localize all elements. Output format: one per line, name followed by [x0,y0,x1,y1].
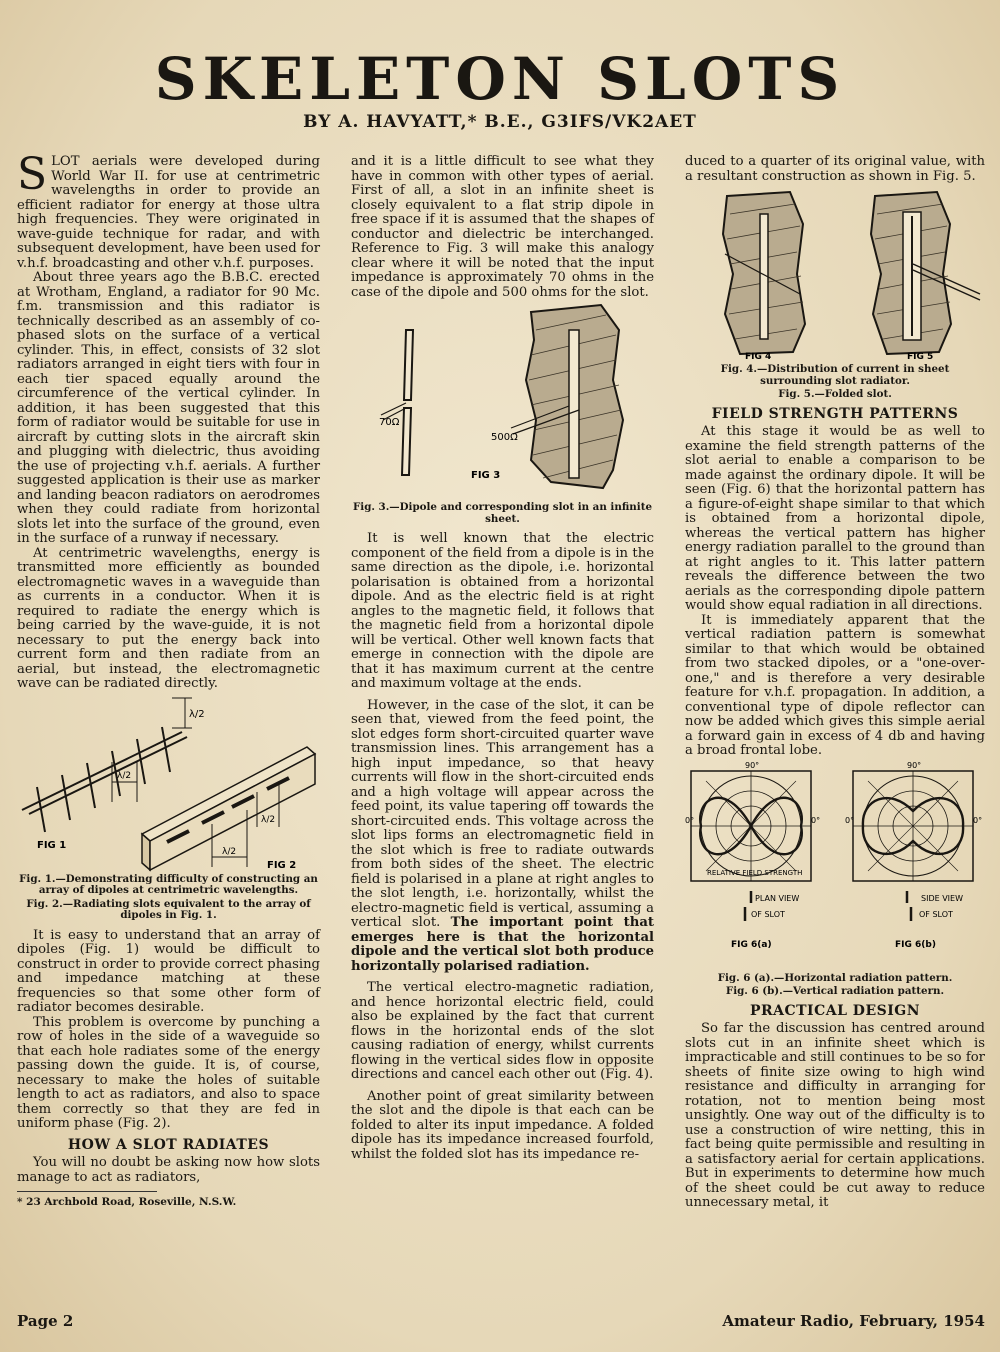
figure-caption: Fig. 6 (a).—Horizontal radiation pattern. [717,971,953,984]
article-title: SKELETON SLOTS [154,45,846,113]
column-3 [685,155,985,1211]
paragraph: It is immediately apparent that the vertical radiation pattern is somewhat similar to that which would be obtained from two stacked dipoles, or a "one-over-one," and is therefore a very desirable feature for v.h.f. propagation. In addition, a conventional type of dipole reflector can now be added which gives this simple aerial a forward gain in excess of 4 db and having a broad frontal lobe. [685,612,985,758]
figure-4-5 [685,184,985,362]
svg-text:PLAN VIEW: PLAN VIEW [755,893,800,903]
figure-1-2 [17,692,320,872]
paragraph: The vertical electro-magnetic radiation, and hence horizontal electric field, could also be explained by the fact that current flows in the horizontal ends of the slot causing radiation of energy, whilst currents flowing in the vertical sides flow in opposite directions and cancel each other out (Fig. 4). [351,980,654,1082]
column-2 [351,155,654,1162]
section-heading: PRACTICAL DESIGN [749,1002,921,1019]
svg-text:90°: 90° [745,760,760,770]
paragraph: Another point of great similarity between the slot and the dipole is that each can be folded to alter its input impedance. A folded dipole has its impedance increased fourfold, whilst the folded slot has its impedance re- [351,1088,654,1162]
svg-text:500Ω: 500Ω [491,432,518,443]
svg-text:λ/2: λ/2 [117,770,132,781]
column-1 [17,149,321,1210]
paragraph: duced to a quarter of its original value, with a resultant construction as shown in Fig. 5. [685,154,985,184]
paragraph: You will no doubt be asking now how slots manage to act as radiators, [17,1155,320,1185]
svg-text:FIG 2: FIG 2 [267,859,297,871]
svg-text:SIDE VIEW: SIDE VIEW [921,893,963,903]
svg-text:λ/2: λ/2 [189,708,205,720]
svg-text:OF SLOT: OF SLOT [919,909,953,919]
figure-caption: Fig. 3.—Dipole and corresponding slot in an infinite sheet. [352,501,653,525]
paragraph: It is well known that the electric component of the field from a dipole is in the same direction as the dipole, i.e. horizontal polarisation is obtained from a horizontal dipole. And as the electric field is at right angles to the magnetic field, it follows that the magnetic field from a horizontal dipole will be vertical. Other well known facts that emerge in connection with the dipole are that it has maximum current at the centre and maximum voltage at the ends. [351,531,654,691]
svg-text:FIG 6(a): FIG 6(a) [731,939,772,950]
svg-text:0°: 0° [845,815,855,825]
paragraph: This problem is overcome by punching a row of holes in the side of a waveguide so that each hole radiates some of the energy passing down the guide. It is, of course, necessary to make the holes of suitable length to act as radiators, and also to space them correctly so that they are fed in uniform phase (Fig. 2). [17,1014,320,1131]
section-heading: FIELD STRENGTH PATTERNS [711,405,959,422]
paragraph: About three years ago the B.B.C. erected at Wrotham, England, a radiator for 90 Mc. f.m. transmission and this radiator is technically described as an assembly of co-phased slots on the surface of a vertical cylinder. This, in effect, consists of 32 slot radiators arranged in eight tiers with four in each tier spaced equally around the circumference of the vertical cylinder. In addition, it has been suggested that this form of radiator would be suitable for use in aircraft by cutting slots in the aircraft skin and plugging with dielectric, thus avoiding the use of projecting v.h.f. aerials. A further suggested application is their use as marker and landing beacon radiators on aerodromes when they could radiate from horizontal slots let into the surface of the ground, even in the surface of a runway if necessary. [17,270,320,546]
svg-text:0°: 0° [973,815,983,825]
svg-text:λ/2: λ/2 [222,846,237,857]
paragraph: At centrimetric wavelengths, energy is transmitted more efficiently as bounded electromagnetic waves in a waveguide than as currents in a conductor. When it is required to radiate the energy which is being carried by the wave-guide, it is not necessary to put the energy back into current form and then radiate from an aerial, but instead, the electromagnetic wave can be radiated directly. [17,545,320,691]
paragraph: SLOT aerials were developed during World War II. for use at centrimetric wavelengths in order to provide an efficient radiator for energy at those ultra high frequencies. They were originated in wave-guide technique for radar, and with subsequent development, have been used for v.h.f. broadcasting and other v.h.f. purposes. [17,149,320,271]
svg-text:FIG 6(b): FIG 6(b) [895,939,936,950]
paragraph: However, in the case of the slot, it can be seen that, viewed from the feed point, the slot edges form short-circuited quarter wave transmission lines. This arrangement has a high input impedance, so that heavy currents will flow in the short-circuited ends and a high voltage will appear across the feed point, its value tapering off towards the short-circuited ends. This voltage across the slot lips forms an electromagnetic field in the slot which is free to radiate outwards from both sides of the sheet. The electric field is polarised in a plane at right angles to the slot length, i.e. horizontally, whilst the electro-magnetic field is vertical, assuming a vertical slot. The important point that emerges here is that the horizontal dipole and the vertical slot both produce horizontally polarised radiation. [351,697,654,974]
paragraph: and it is a little difficult to see what they have in common with other types of aerial. First of all, a slot in an infinite sheet is closely equivalent to a flat strip dipole in free space if it is assumed that the shapes of conductor and dielectric be interchanged. Reference to Fig. 3 will make this analogy clear where it will be noted that the input impedance is approximately 70 ohms in the case of the dipole and 500 ohms for the slot. [351,154,654,300]
figure-caption: Fig. 2.—Radiating slots equivalent to the array of dipoles in Fig. 1. [26,897,311,921]
svg-text:0°: 0° [685,815,695,825]
svg-text:FIG 1: FIG 1 [37,839,67,851]
paragraph: It is easy to understand that an array of dipoles (Fig. 1) would be difficult to construct in order to provide correct phasing and impedance matching at these frequencies so that some other form of radiator becomes desirable. [17,927,321,1015]
section-heading: HOW A SLOT RADIATES [67,1136,270,1153]
paragraph: So far the discussion has centred around slots cut in an infinite sheet which is impracticable and still continues to be so for sheets of finite size owing to high wind resistance and difficulty in arranging for rotation, not to mention being most unsightly. One way out of the difficulty is to use a construction of wire netting, this in fact being quite permissible and resulting in a satisfactory aerial for certain applications. But in experiments to determine how much of the sheet could be cut away to reduce unnecessary metal, it [685,1021,985,1210]
figure-3 [351,300,654,500]
svg-text:FIG 4: FIG 4 [745,352,772,362]
svg-text:RELATIVE FIELD STRENGTH: RELATIVE FIELD STRENGTH [707,868,803,877]
svg-text:λ/2: λ/2 [261,814,276,825]
byline: BY A. HAVYATT,* B.E., G3IFS/VK2AET [303,112,697,132]
drop-cap: S [17,149,48,200]
svg-text:OF SLOT: OF SLOT [751,909,785,919]
figure-caption: Fig. 1.—Demonstrating difficulty of constructing an array of dipoles at centrimetric wavelengths. [19,872,318,896]
figure-caption: Fig. 6 (b).—Vertical radiation pattern. [725,985,945,997]
magazine-issue: Amateur Radio, February, 1954 [722,1312,985,1330]
page-number: Page 2 [17,1312,74,1330]
figure-6 [685,759,985,971]
figure-caption: Fig. 5.—Folded slot. [778,388,892,400]
footnote-rule [17,1191,157,1192]
figure-caption: Fig. 4.—Distribution of current in sheet surrounding slot radiator. [720,363,950,387]
svg-text:70Ω: 70Ω [379,417,400,428]
svg-text:FIG 5: FIG 5 [907,352,934,362]
svg-text:0°: 0° [811,815,821,825]
paragraph: At this stage it would be as well to examine the field strength patterns of the slot aerial to enable a comparison to be made against the ordinary dipole. It will be seen (Fig. 6) that the horizontal pattern has a figure-of-eight shape similar to that which is obtained from a horizontal dipole, whereas the vertical pattern has higher energy radiation parallel to the ground than at right angles to it. This latter pattern reveals the difference between the two aerials as the corresponding dipole pattern would show equal radiation in all directions. [685,424,985,613]
footnote: * 23 Archbold Road, Roseville, N.S.W. [17,1196,237,1208]
svg-text:FIG 3: FIG 3 [471,470,501,481]
svg-text:90°: 90° [907,760,922,770]
